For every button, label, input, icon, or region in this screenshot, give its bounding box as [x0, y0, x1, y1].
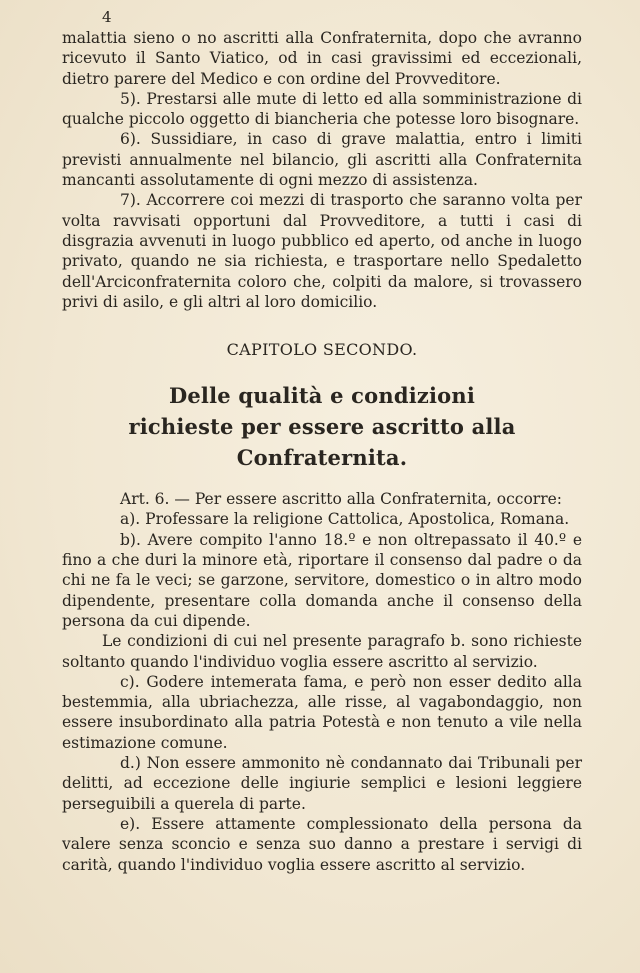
section-heading-line-2: richieste per essere ascritto alla Confraternita. [128, 414, 516, 471]
section-heading-line-1: Delle qualità e condizioni [168, 383, 476, 409]
paragraph-continuation: malattia sieno o no ascritti alla Confraternita, dopo che avranno ricevuto il Santo Viatico, od in casi gravissimi ed eccezionali, dietro parere del Medico e con ordine del Provveditore. [62, 29, 582, 88]
page-number: 4 [102, 8, 112, 26]
paragraph-item-6: 6). Sussidiare, in caso di grave malattia, entro i limiti previsti annualmente nel bilancio, gli ascritti alla Confraternita mancanti assolutamente di ogni mezzo di assistenza. [62, 130, 582, 190]
requirement-b: b). Avere compito l'anno 18.º e non oltrepassato il 40.º e fino a che duri la minore età, riportare il consenso dal padre o da chi ne fa le veci; se garzone, servitore, domestico o in altro modo dipendente, presentare colla domanda anche il consenso della persona da cui dipende. [62, 530, 582, 630]
article-6: Art. 6. — Per essere ascritto alla Confraternita, occorre: [120, 490, 562, 509]
requirement-d: d.) Non essere ammonito nè condannato dai Tribunali per delitti, ad eccezione delle ingiurie semplici e lesioni leggiere perseguibili a querela di parte. [62, 754, 582, 813]
chapter-title: CAPITOLO SECONDO. [226, 340, 418, 360]
conditions-note: Le condizioni di cui nel presente paragrafo b. sono richieste soltanto quando l'individuo voglia essere ascritto al servizio. [62, 632, 582, 671]
requirement-c: c). Godere intemerata fama, e però non esser dedito alla bestemmia, alla ubriachezza, alle risse, al vagabondaggio, non essere insubordinato alla patria Potestà e non tenuto a vile nella estimazione comune. [62, 672, 582, 752]
section-heading [62, 380, 582, 473]
paragraph-item-7: 7). Accorrere coi mezzi di trasporto che saranno volta per volta ravvisati opportuni dal Provveditore, a tutti i casi di disgrazia avvenuti in luogo pubblico ed aperto, od anche in luogo privato, quando ne sia richiesta, e trasportare nello Spedaletto dell'Arciconfraternita coloro che, colpiti da malore, si trovassero privi di asilo, e gli altri al loro domicilio. [62, 191, 582, 311]
spacer [62, 473, 582, 489]
requirement-a: a). Professare la religione Cattolica, Apostolica, Romana. [120, 510, 570, 529]
requirement-e: e). Essere attamente complessionato della persona da valere senza sconcio e senza suo danno a prestare i servigi di carità, quando l'individuo voglia essere ascritto al servizio. [62, 814, 582, 874]
paragraph-item-5: 5). Prestarsi alle mute di letto ed alla somministrazione di qualche piccolo oggetto di biancheria che potesse loro bisognare. [62, 89, 582, 129]
